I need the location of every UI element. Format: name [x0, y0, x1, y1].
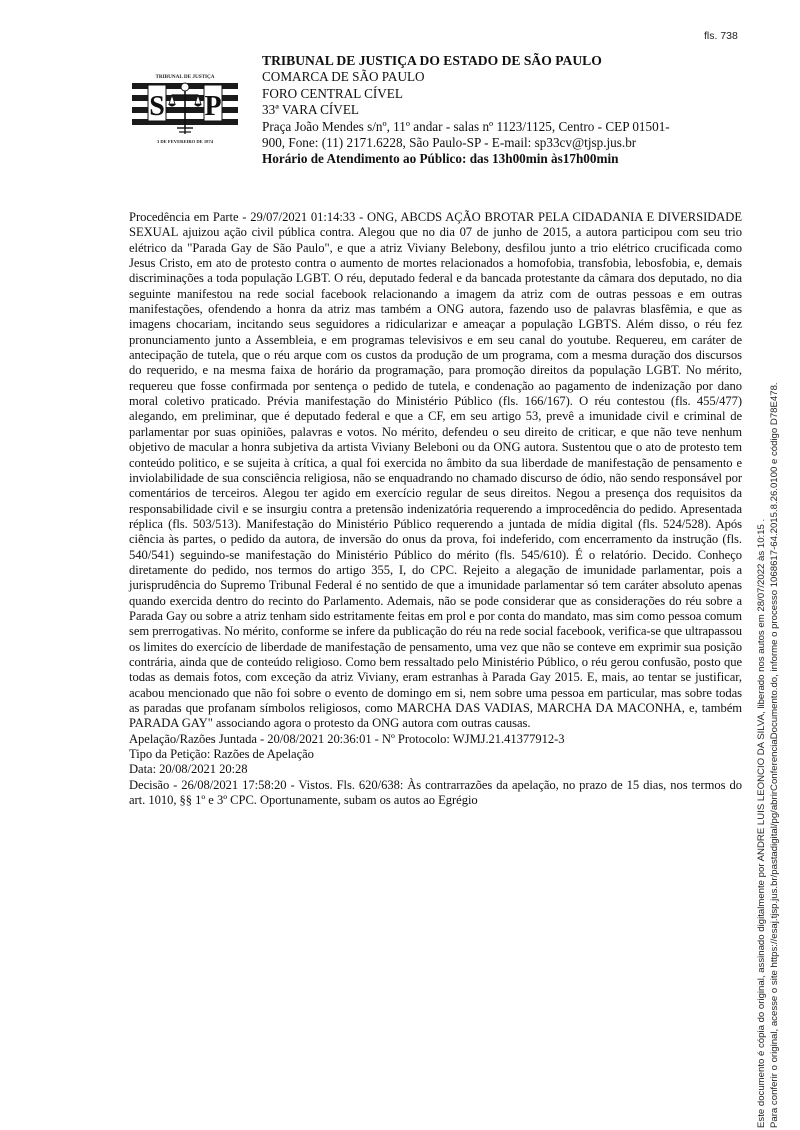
petition-type-line: Tipo da Petição: Razões de Apelação — [129, 747, 314, 762]
signature-note-line-1: Este documento é cópia do original, assinado digitalmente por ANDRE LUIS LEONCIO DA SILVA, liberado nos autos em 28/07/2022 às 10:15 . — [756, 518, 767, 1128]
logo-bottom-text: 3 DE FEVEREIRO DE 1874 — [156, 139, 214, 144]
logo-letter-p: P — [204, 91, 222, 122]
document-body — [129, 210, 742, 808]
judgment-paragraph: Procedência em Parte - 29/07/2021 01:14:33 - ONG, ABCDS AÇÃO BROTAR PELA CIDADANIA E DIVERSIDADE SEXUAL ajuizou ação civil pública contra. Alegou que no dia 07 de junho de 2015, a autora participou com seu trio elétrico da "Parada Gay de São Paulo", e que a atriz Viviany Belebony, desfilou junto a trio elétrico crucificada como Jesus Cristo, em ato de protesto contra o aumento de mortes relacionados a homofobia, transfobia, lebosfobia, e, demais discriminações a toda população LGBT. O réu, deputado federal e da bancada protestante da câmara dos deputado, no dia seguinte manifestou na rede social facebook relacionando a imagem da atriz com de outras pessoas e em outras manifestações, ofendendo a honra da atriz mas também a ONG autora, fazendo uso de palavras blasfêmia, e que as imagens chocariam, incitando seus seguidores a ridicularizar e ameaçar a população LGBTS. Além disso, o réu fez pronunciamento junto a Assembleia, e em programas televisivos e em seu canal do youtube. Requereu, em caráter de antecipação de tutela, que o réu arque com os custos da produção de um programa, com a mesma duração dos discursos do requerido, e na mesma faixa de horário da programação, para promoção direitos da população LGBT. No mérito, requereu que fosse confirmada por sentença o pedido de tutela, e condenação ao pagamento de indenização por dano moral coletivo praticado. Prévia manifestação do Ministério Público (fls. 166/167). O réu contestou (fls. 455/477) alegando, em preliminar, que é deputado federal e que a CF, em seu artigo 53, prevê a imunidade civil e criminal de parlamentar por suas opiniões, palavras e votos. No mérito, defendeu o seu direito de criticar, e que não teve nenhum objetivo de macular a honra subjetiva da artista Viviany Beleboni ou da ONG autora. Sustentou que o ato de protesto tem conteúdo politico, e se sujeita à crítica, a qual foi exercida no âmbito da sua liberdade de manifestação de pensamento e inviolabilidade de sua consciência religiosa, não se enquadrando no chamado discurso de ódio, não sendo responsável por comentários de terceiros. Alegou ter agido em exercício regular de seus direitos. Negou a presença dos requisitos da responsabilidade civil e se insurgiu contra a pretensão indenizatória requerendo a improcedência do pedido. Apresentada réplica (fls. 503/513). Manifestação do Ministério Público requerendo a juntada de mídia digital (fls. 524/528). Após ciência às partes, o pedido da autora, de inversão do onus da prova, foi indeferido, com encerramento da instrução (fls. 540/541) seguindo-se manifestação do Ministério Público do mérito (fls. 545/610). É o relatório. Decido. Conheço diretamente do pedido, nos termos do artigo 355, I, do CPC. Rejeito a alegação de imunidade parlamentar, pois a jurisprudência do Supremo Tribunal Federal é no sentido de que a imunidade parlamentar só tem caráter absoluto apenas quando exercida dentro do recinto do Parlamento. Ademais, não se pode considerar que as considerações do réu sobre a Parada Gay ou sobre a atriz tenham sido estritamente feitas em prol e por conta do mandato, mas sim como pessoa comum sem prerrogativas. No mérito, conforme se infere da publicação do réu na rede social facebook, verifica-se que ultrapassou os limites do exercício de liberdade de manifestação de pensamento, uma vez que não se conteve em exprimir sua posição contrária, ainda que de conteúdo religioso. Como bem ressaltado pelo Ministério Público, o réu gerou confusão, posto que todas as demais fotos, com exceção da atriz Viviany, eram estranhas à Parada Gay 2015. E, mais, ao tentar se justificar, acabou mencionado que não foi sobre o evento de domingo em si, nem sobre uma pessoa em particular, mas sobre todas as paradas que profanam símbolos religiosos, como MARCHA DAS VADIAS, MARCHA DA MACONHA, e, também PARADA GAY" associando agora o protesto da ONG autora com outras causas. — [129, 210, 742, 731]
logo-top-text: TRIBUNAL DE JUSTIÇA — [155, 74, 215, 80]
petition-date-line: Data: 20/08/2021 20:28 — [129, 762, 248, 777]
appeal-filing-line: Apelação/Razões Juntada - 20/08/2021 20:36:01 - Nº Protocolo: WJMJ.21.41377912-3 — [129, 731, 565, 746]
vara-name: 33ª VARA CÍVEL — [262, 102, 359, 118]
foro-name: FORO CENTRAL CÍVEL — [262, 85, 403, 101]
digital-signature-note — [756, 168, 781, 1128]
logo-letter-s: S — [149, 91, 165, 122]
comarca-name: COMARCA DE SÃO PAULO — [262, 69, 425, 85]
court-address: Praça João Mendes s/nº, 11º andar - salas nº 1123/1125, Centro - CEP 01501-900, Fone: (11) 2171.6228, São Paulo-SP - E-mail: sp33cv@tjsp.jus.br — [262, 118, 670, 151]
signature-note-line-2: Para conferir o original, acesse o site https://esaj.tjsp.jus.br/pastadigital/pg/abrirConferenciaDocumento.do, informe o processo 1068617-64.2015.8.26.0100 e código D78E478. — [768, 382, 780, 1128]
page-number: fls. 738 — [704, 30, 738, 42]
tjsp-coat-of-arms-logo — [130, 72, 240, 150]
service-hours: Horário de Atendimento ao Público: das 13h00min às17h00min — [262, 151, 619, 167]
court-header — [262, 53, 692, 168]
court-name: TRIBUNAL DE JUSTIÇA DO ESTADO DE SÃO PAULO — [262, 53, 602, 68]
decision-paragraph: Decisão - 26/08/2021 17:58:20 - Vistos. Fls. 620/638: Às contrarrazões da apelação, no prazo de 15 dias, nos termos do art. 1010, §§ 1º e 3º CPC. Oportunamente, subam os autos ao Egrégio — [129, 777, 742, 808]
